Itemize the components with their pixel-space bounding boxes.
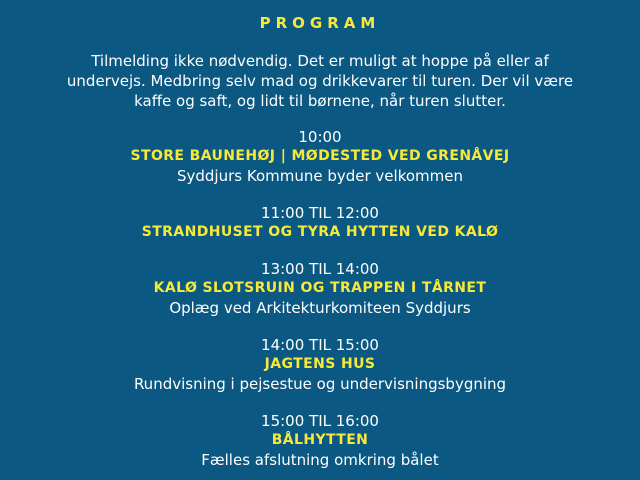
schedule-time: 13:00 TIL 14:00 bbox=[261, 260, 379, 278]
intro-line: kaffe og saft, og lidt til børnene, når turen slutter. bbox=[134, 92, 506, 110]
intro-text bbox=[20, 51, 620, 111]
schedule-place: STRANDHUSET OG TYRA HYTTEN VED KALØ bbox=[141, 224, 499, 240]
schedule-item bbox=[0, 203, 640, 242]
intro-line: Tilmelding ikke nødvendig. Det er muligt at hoppe på eller af bbox=[91, 52, 549, 70]
schedule-item bbox=[0, 259, 640, 318]
intro-line: undervejs. Medbring selv mad og drikkevarer til turen. Der vil være bbox=[66, 72, 574, 90]
schedule-item bbox=[0, 127, 640, 186]
schedule-place: JAGTENS HUS bbox=[264, 356, 376, 372]
schedule-time: 11:00 TIL 12:00 bbox=[261, 204, 379, 222]
schedule-place: BÅLHYTTEN bbox=[271, 432, 369, 448]
schedule-time: 14:00 TIL 15:00 bbox=[261, 336, 379, 354]
schedule-description: Syddjurs Kommune byder velkommen bbox=[176, 167, 463, 185]
schedule-description: Oplæg ved Arkitekturkomiteen Syddjurs bbox=[169, 299, 471, 317]
schedule-place: STORE BAUNEHØJ | MØDESTED VED GRENÅVEJ bbox=[130, 148, 510, 164]
schedule-item bbox=[0, 335, 640, 394]
schedule-list bbox=[0, 127, 640, 470]
schedule-item bbox=[0, 411, 640, 470]
schedule-description: Rundvisning i pejsestue og undervisningsbygning bbox=[133, 375, 507, 393]
schedule-time: 10:00 bbox=[298, 128, 342, 146]
schedule-description: Fælles afslutning omkring bålet bbox=[201, 451, 439, 469]
schedule-time: 15:00 TIL 16:00 bbox=[261, 412, 379, 430]
schedule-place: KALØ SLOTSRUIN OG TRAPPEN I TÅRNET bbox=[153, 280, 487, 296]
page-title: PROGRAM bbox=[259, 14, 381, 32]
